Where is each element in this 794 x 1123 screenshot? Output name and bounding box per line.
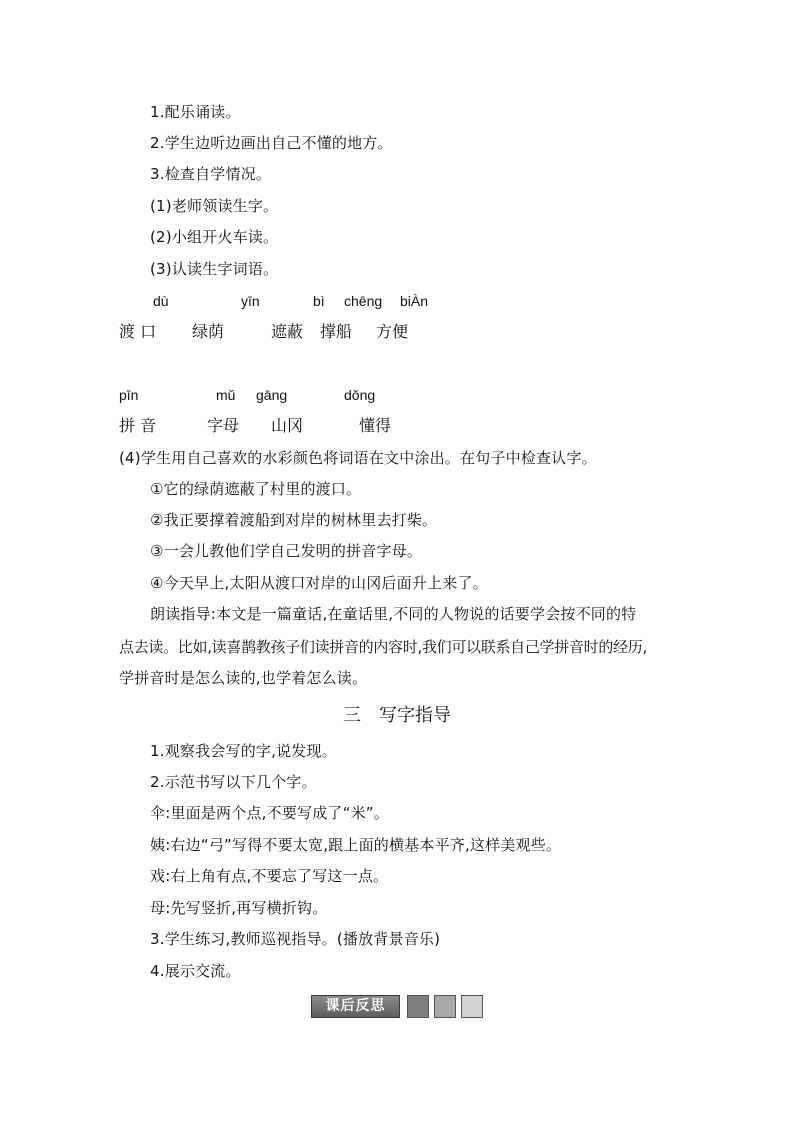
word-chengchuan: 撑船 — [320, 322, 353, 341]
pinyin-mu: mǔ — [216, 387, 236, 403]
sentence-4: ④今天早上,太阳从渡口对岸的山冈后面升上来了。 — [150, 574, 488, 592]
substep-1: (1)老师领读生字。 — [150, 197, 279, 215]
step-3: 3.检查自学情况。 — [150, 165, 272, 183]
sentence-3: ③一会儿教他们学自己发明的拼音字母。 — [150, 542, 423, 560]
pinyin-dong: dǒng — [344, 387, 376, 403]
pinyin-bian: biÀn — [400, 293, 429, 309]
word-shangang: 山冈 — [271, 416, 304, 435]
reading-guide-line-2: 点去读。比如,读喜鹊教孩子们读拼音的内容时,我们可以联系自己学拼音时的经历, — [119, 638, 647, 656]
word-zimu: 字母 — [207, 416, 240, 435]
reflection-label: 课后反思 — [311, 995, 400, 1018]
substep-3: (3)认读生字词语。 — [150, 260, 279, 278]
pinyin-yin: yīn — [241, 293, 260, 309]
word-dukou: 渡 口 — [119, 322, 157, 341]
reflection-box-1 — [407, 995, 429, 1018]
writing-step-3: 3.学生练习,教师巡视指导。(播放背景音乐) — [150, 930, 441, 948]
char-note-san: 伞:里面是两个点,不要写成了“米”。 — [150, 804, 389, 822]
substep-2: (2)小组开火车读。 — [150, 228, 279, 246]
char-note-xi: 戏:右上角有点,不要忘了写这一点。 — [150, 867, 389, 885]
pinyin-bi: bì — [313, 293, 325, 309]
step-2: 2.学生边听边画出自己不懂的地方。 — [150, 134, 393, 152]
reading-guide-line-3: 学拼音时是怎么读的,也学着怎么读。 — [119, 669, 368, 687]
pinyin-pin: pīn — [119, 387, 139, 403]
pinyin-gang: gāng — [256, 387, 288, 403]
section-heading: 三 写字指导 — [343, 705, 451, 726]
word-zhebi: 遮蔽 — [271, 322, 304, 341]
writing-step-4: 4.展示交流。 — [150, 962, 241, 980]
reading-guide-line-1: 朗读指导:本文是一篇童话,在童话里,不同的人物说的话要学会按不同的特 — [150, 605, 637, 623]
word-fangbian: 方便 — [376, 322, 409, 341]
char-note-mu: 母:先写竖折,再写横折钩。 — [150, 899, 328, 917]
writing-step-1: 1.观察我会写的字,说发现。 — [150, 742, 337, 760]
sentence-2: ②我正要撑着渡船到对岸的树林里去打柴。 — [150, 511, 438, 529]
writing-step-2: 2.示范书写以下几个字。 — [150, 773, 317, 791]
pinyin-du: dù — [153, 293, 169, 309]
word-dongde: 懂得 — [359, 416, 392, 435]
char-note-yi: 姨:右边“弓”写得不要太宽,跟上面的横基本平齐,这样美观些。 — [150, 836, 562, 854]
step-1: 1.配乐诵读。 — [150, 103, 241, 121]
reflection-box-3 — [461, 995, 483, 1018]
substep-4: (4)学生用自己喜欢的水彩颜色将词语在文中涂出。在句子中检查认字。 — [119, 449, 597, 467]
reflection-box-2 — [434, 995, 456, 1018]
word-lvyin: 绿荫 — [192, 322, 225, 341]
pinyin-cheng: chēng — [344, 293, 383, 309]
word-pinyin: 拼 音 — [119, 416, 157, 435]
sentence-1: ①它的绿荫遮蔽了村里的渡口。 — [150, 480, 362, 498]
